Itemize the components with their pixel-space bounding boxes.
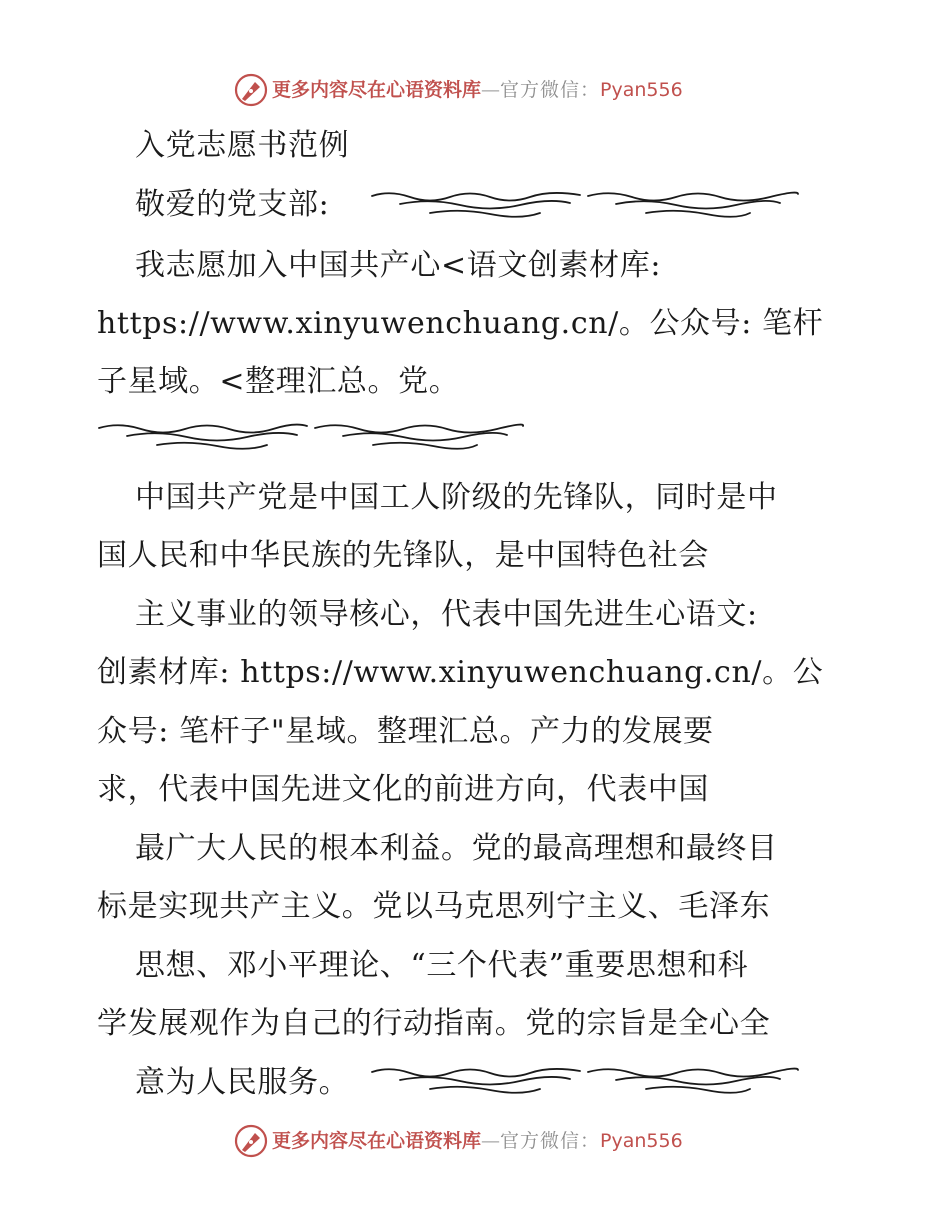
body-line: 创素材库: https://www.xinyuwenchuang.cn/。公 <box>97 655 824 690</box>
body-line: 最广大人民的根本利益。党的最高理想和最终目 <box>135 831 778 866</box>
body-line: 中国共产党是中国工人阶级的先锋队，同时是中 <box>135 480 778 515</box>
body-line: https://www.xinyuwenchuang.cn/。公众号: 笔杆 <box>97 306 824 341</box>
banner-dash: — <box>481 1130 501 1152</box>
body-line: 众号: 笔杆子"星域。整理汇总。产力的发展要 <box>97 714 714 749</box>
pen-nib-logo-icon <box>233 1123 269 1159</box>
body-line: 标是实现共产主义。党以马克思列宁主义、毛泽东 <box>97 889 771 924</box>
wavy-underline-icon <box>97 418 527 454</box>
banner-part1: 更多内容尽在心语资料库 <box>272 79 482 101</box>
wavy-underline-icon <box>370 1064 800 1100</box>
pen-nib-logo-icon <box>233 72 269 108</box>
document-title: 入党志愿书范例 <box>135 128 350 163</box>
body-line: 思想、邓小平理论、“三个代表”重要思想和科 <box>135 948 749 983</box>
body-line: 我志愿加入中国共产心<语文创素材库: <box>135 248 662 283</box>
banner-handle: Pyan556 <box>600 1130 683 1152</box>
banner-part2: 官方微信： <box>500 1130 601 1152</box>
banner-dash: — <box>481 79 501 101</box>
body-line: 主义事业的领导核心，代表中国先进生心语文: <box>135 597 758 632</box>
banner-part1: 更多内容尽在心语资料库 <box>272 1130 482 1152</box>
wavy-underline-icon <box>370 188 800 224</box>
body-line: 学发展观作为自己的行动指南。党的宗旨是全心全 <box>97 1006 771 1041</box>
body-line: 子星域。<整理汇总。党。 <box>97 364 460 399</box>
banner-text <box>272 78 683 102</box>
body-line: 意为人民服务。 <box>135 1065 350 1100</box>
body-line: 国人民和中华民族的先锋队，是中国特色社会 <box>97 538 709 573</box>
banner-part2: 官方微信： <box>500 79 601 101</box>
banner-handle: Pyan556 <box>600 79 683 101</box>
banner-text <box>272 1129 683 1153</box>
header-banner <box>0 70 950 110</box>
footer-banner <box>0 1121 950 1161</box>
salutation: 敬爱的党支部: <box>135 187 330 222</box>
body-line: 求，代表中国先进文化的前进方向，代表中国 <box>97 772 709 807</box>
